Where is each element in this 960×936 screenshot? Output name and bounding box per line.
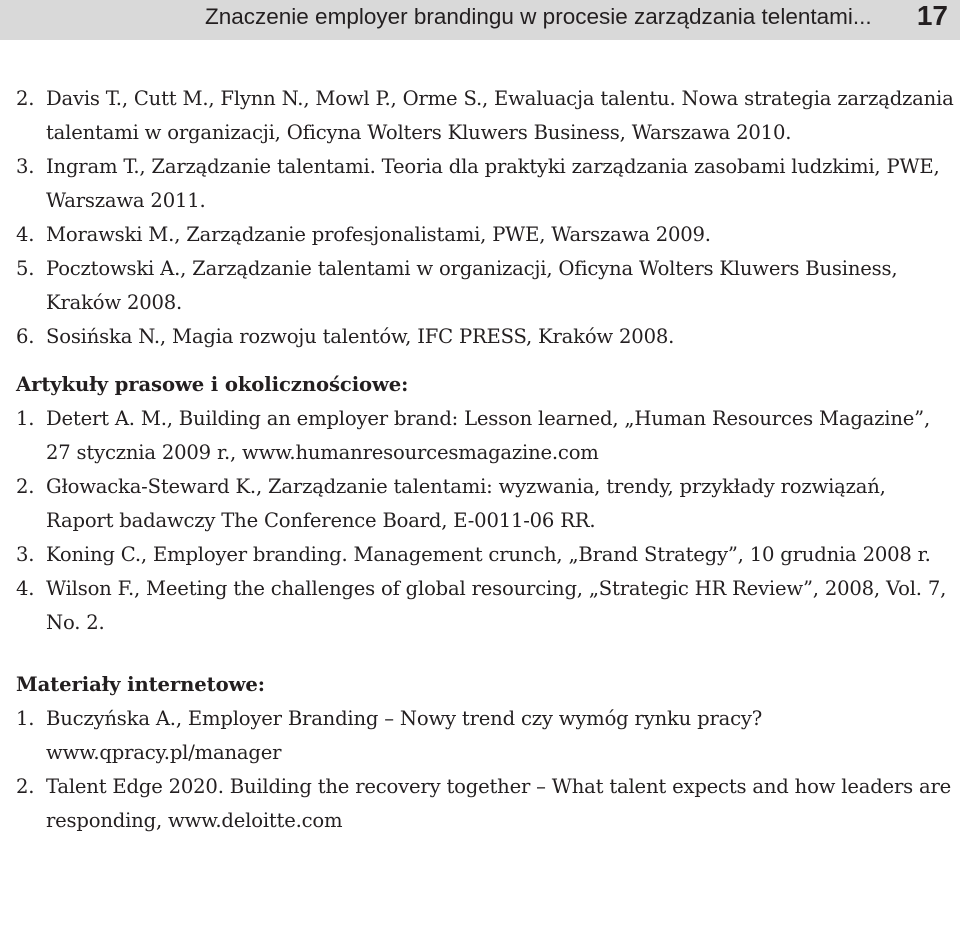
internet-list <box>16 702 956 838</box>
reference-text: Koning C., Employer branding. Management crunch, „Brand Strategy”, 10 grudnia 2008 r. <box>46 543 931 566</box>
reference-text: Pocztowski A., Zarządzanie talentami w organizacji, Oficyna Wolters Kluwers Business, Kraków 2008. <box>46 257 898 314</box>
reference-item <box>16 82 956 150</box>
reference-text: Wilson F., Meeting the challenges of global resourcing, „Strategic HR Review”, 2008, Vol. 7, No. 2. <box>46 577 947 634</box>
reference-item <box>16 402 956 470</box>
reference-number: 5. <box>16 257 35 280</box>
reference-number: 4. <box>16 577 35 600</box>
reference-number: 2. <box>16 475 35 498</box>
reference-text: Buczyńska A., Employer Branding – Nowy trend czy wymóg rynku pracy? www.qpracy.pl/manager <box>46 707 763 764</box>
reference-text: Morawski M., Zarządzanie profesjonalistami, PWE, Warszawa 2009. <box>46 223 711 246</box>
reference-item <box>16 538 956 572</box>
reference-number: 6. <box>16 325 35 348</box>
reference-number: 4. <box>16 223 35 246</box>
reference-number: 1. <box>16 407 35 430</box>
reference-text: Davis T., Cutt M., Flynn N., Mowl P., Orme S., Ewaluacja talentu. Nowa strategia zarządzania talentami w organizacji, Oficyna Wolters Kluwers Business, Warszawa 2010. <box>46 87 954 144</box>
page-content <box>16 82 956 838</box>
books-list <box>16 82 956 354</box>
reference-item <box>16 150 956 218</box>
reference-text: Ingram T., Zarządzanie talentami. Teoria dla praktyki zarządzania zasobami ludzkimi, PWE, Warszawa 2011. <box>46 155 940 212</box>
reference-text: Sosińska N., Magia rozwoju talentów, IFC PRESS, Kraków 2008. <box>46 325 675 348</box>
reference-item <box>16 252 956 320</box>
section-spacer <box>16 640 956 668</box>
section-heading-internet: Materiały internetowe: <box>16 673 265 696</box>
running-header <box>0 0 960 40</box>
reference-item <box>16 770 956 838</box>
reference-text: Talent Edge 2020. Building the recovery together – What talent expects and how leaders are responding, www.deloitte.com <box>46 775 952 832</box>
reference-item <box>16 702 956 770</box>
reference-text: Detert A. M., Building an employer brand: Lesson learned, „Human Resources Magazine”, 27 stycznia 2009 r., www.humanresourcesmagazine.com <box>46 407 931 464</box>
page-number: 17 <box>916 0 948 31</box>
reference-item <box>16 320 956 354</box>
reference-item <box>16 470 956 538</box>
section-heading-articles: Artykuły prasowe i okolicznościowe: <box>16 373 409 396</box>
reference-number: 3. <box>16 543 35 566</box>
section-spacer <box>16 354 956 368</box>
reference-text: Głowacka-Steward K., Zarządzanie talentami: wyzwania, trendy, przykłady rozwiązań, Raport badawczy The Conference Board, E-0011-06 RR. <box>46 475 886 532</box>
articles-list <box>16 402 956 640</box>
reference-number: 2. <box>16 775 35 798</box>
reference-item <box>16 218 956 252</box>
reference-number: 3. <box>16 155 35 178</box>
header-title: Znaczenie employer brandingu w procesie zarządzania telentami... <box>205 4 872 29</box>
reference-number: 2. <box>16 87 35 110</box>
reference-item <box>16 572 956 640</box>
reference-number: 1. <box>16 707 35 730</box>
